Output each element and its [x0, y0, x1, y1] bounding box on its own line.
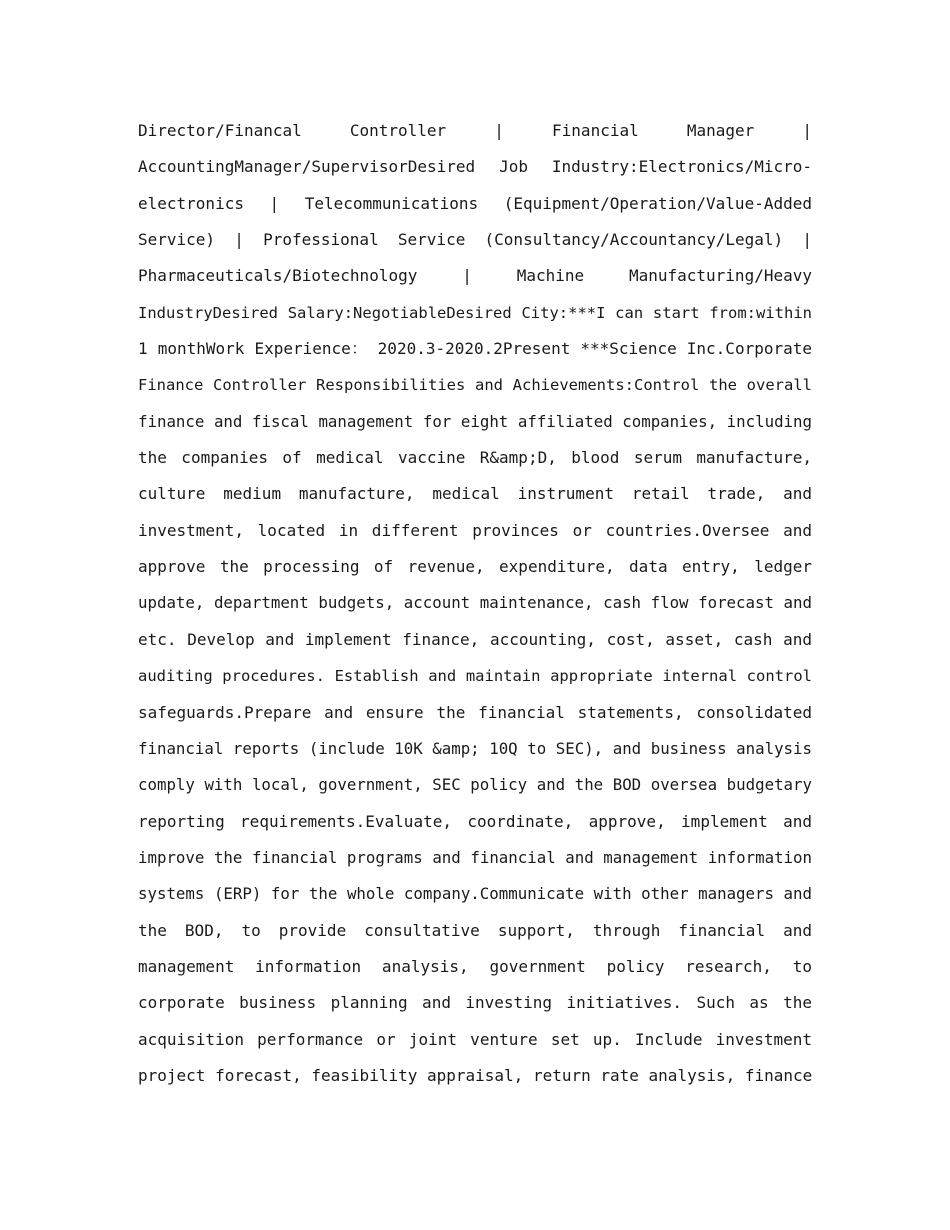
text-line: 1 monthWork Experience： 2020.3-2020.2Present ***Science Inc.Corporate	[138, 339, 812, 359]
text-line: investment, located in different provinces or countries.Oversee and	[138, 520, 812, 540]
text-line: safeguards.Prepare and ensure the financial statements, consolidated	[138, 702, 812, 722]
text-line: electronics | Telecommunications (Equipment/Operation/Value-Added	[138, 193, 812, 213]
text-line: finance and fiscal management for eight affiliated companies, including	[138, 411, 812, 431]
text-line: auditing procedures. Establish and maintain appropriate internal control	[138, 667, 812, 686]
text-line: acquisition performance or joint venture set up. Include investment	[138, 1029, 812, 1049]
text-line: improve the financial programs and financial and management information	[138, 847, 812, 867]
text-line: Pharmaceuticals/Biotechnology | Machine Manufacturing/Heavy	[138, 266, 812, 286]
text-line: Service) | Professional Service (Consultancy/Accountancy/Legal) |	[138, 230, 812, 250]
text-line: AccountingManager/SupervisorDesired Job Industry:Electronics/Micro-	[138, 157, 812, 177]
text-line: management information analysis, government policy research, to	[138, 956, 812, 976]
text-line: reporting requirements.Evaluate, coordinate, approve, implement and	[138, 811, 812, 831]
resume-body-text	[138, 113, 812, 1094]
text-line: etc. Develop and implement finance, accounting, cost, asset, cash and	[138, 629, 812, 649]
text-line: IndustryDesired Salary:NegotiableDesired City:***I can start from:within	[138, 303, 812, 322]
text-line: Finance Controller Responsibilities and Achievements:Control the overall	[138, 376, 812, 395]
text-line: financial reports (include 10K &amp; 10Q to SEC), and business analysis	[138, 738, 812, 758]
text-line: the companies of medical vaccine R&amp;D, blood serum manufacture,	[138, 448, 812, 468]
text-line: the BOD, to provide consultative support, through financial and	[138, 920, 812, 940]
text-line: Director/Financal Controller | Financial Manager |	[138, 121, 812, 140]
text-line: corporate business planning and investing initiatives. Such as the	[138, 993, 812, 1013]
text-line: culture medium manufacture, medical instrument retail trade, and	[138, 484, 812, 504]
text-line: approve the processing of revenue, expenditure, data entry, ledger	[138, 557, 812, 577]
text-line: systems (ERP) for the whole company.Communicate with other managers and	[138, 884, 812, 904]
text-line: comply with local, government, SEC policy and the BOD oversea budgetary	[138, 775, 812, 795]
text-line: update, department budgets, account maintenance, cash flow forecast and	[138, 593, 812, 613]
text-line: project forecast, feasibility appraisal, return rate analysis, finance	[138, 1065, 812, 1085]
